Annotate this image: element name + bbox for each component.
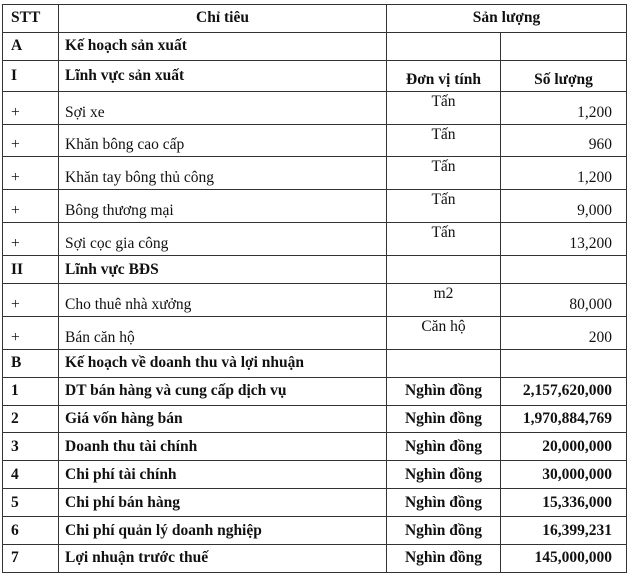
table-row bbox=[3, 489, 627, 517]
qty-column-header: Số lượng bbox=[501, 60, 627, 91]
header-indicator: Chỉ tiêu bbox=[59, 5, 387, 33]
row-unit: Tấn bbox=[387, 124, 501, 157]
field-realestate-unit bbox=[387, 256, 501, 284]
table-row bbox=[3, 223, 627, 256]
section-a-unit bbox=[387, 32, 501, 60]
field-row-realestate bbox=[3, 256, 627, 284]
row-unit: Nghìn đồng bbox=[387, 545, 501, 573]
row-stt: + bbox=[3, 316, 59, 349]
table-row bbox=[3, 461, 627, 489]
header-stt: STT bbox=[3, 5, 59, 33]
row-stt: + bbox=[3, 157, 59, 190]
row-stt: 7 bbox=[3, 545, 59, 573]
row-stt: 3 bbox=[3, 433, 59, 461]
row-qty: 1,200 bbox=[501, 91, 627, 124]
table-row bbox=[3, 545, 627, 573]
section-row-b bbox=[3, 349, 627, 377]
row-name: Khăn tay bông thủ công bbox=[59, 157, 387, 190]
row-unit: Tấn bbox=[387, 91, 501, 124]
row-qty: 2,157,620,000 bbox=[501, 377, 627, 405]
field-production-title: Lĩnh vực sản xuất bbox=[59, 60, 387, 91]
row-stt: 6 bbox=[3, 517, 59, 545]
row-qty: 1,970,884,769 bbox=[501, 405, 627, 433]
section-a-title: Kế hoạch sản xuất bbox=[59, 32, 387, 60]
row-qty: 960 bbox=[501, 124, 627, 157]
section-a-qty bbox=[501, 32, 627, 60]
field-realestate-stt: II bbox=[3, 256, 59, 284]
row-unit: Nghìn đồng bbox=[387, 433, 501, 461]
row-unit: Nghìn đồng bbox=[387, 489, 501, 517]
row-stt: + bbox=[3, 190, 59, 223]
table-row bbox=[3, 284, 627, 317]
row-unit: Căn hộ bbox=[387, 316, 501, 349]
row-stt: 1 bbox=[3, 377, 59, 405]
section-b-stt: B bbox=[3, 349, 59, 377]
row-stt: + bbox=[3, 223, 59, 256]
production-items bbox=[3, 91, 627, 255]
row-unit: Nghìn đồng bbox=[387, 405, 501, 433]
field-realestate-qty bbox=[501, 256, 627, 284]
section-b-unit bbox=[387, 349, 501, 377]
realestate-items bbox=[3, 284, 627, 350]
row-name: Doanh thu tài chính bbox=[59, 433, 387, 461]
row-unit: Tấn bbox=[387, 157, 501, 190]
row-qty: 9,000 bbox=[501, 190, 627, 223]
row-name: Cho thuê nhà xưởng bbox=[59, 284, 387, 317]
row-stt: 2 bbox=[3, 405, 59, 433]
header-output: Sản lượng bbox=[387, 5, 627, 33]
table-row bbox=[3, 124, 627, 157]
unit-column-header: Đơn vị tính bbox=[387, 60, 501, 91]
row-qty: 16,399,231 bbox=[501, 517, 627, 545]
row-stt: 5 bbox=[3, 489, 59, 517]
field-row-production bbox=[3, 60, 627, 91]
row-qty: 15,336,000 bbox=[501, 489, 627, 517]
row-qty: 145,000,000 bbox=[501, 545, 627, 573]
section-b-qty bbox=[501, 349, 627, 377]
row-unit: Nghìn đồng bbox=[387, 377, 501, 405]
table-row bbox=[3, 91, 627, 124]
table-row bbox=[3, 316, 627, 349]
row-stt: + bbox=[3, 124, 59, 157]
section-b-title: Kế hoạch về doanh thu và lợi nhuận bbox=[59, 349, 387, 377]
row-qty: 1,200 bbox=[501, 157, 627, 190]
table-row bbox=[3, 190, 627, 223]
row-unit: Nghìn đồng bbox=[387, 461, 501, 489]
table-row bbox=[3, 157, 627, 190]
row-unit: m2 bbox=[387, 284, 501, 317]
row-name: Giá vốn hàng bán bbox=[59, 405, 387, 433]
row-qty: 80,000 bbox=[501, 284, 627, 317]
field-production-stt: I bbox=[3, 60, 59, 91]
field-realestate-title: Lĩnh vực BĐS bbox=[59, 256, 387, 284]
row-stt: + bbox=[3, 91, 59, 124]
row-name: Sợi xe bbox=[59, 91, 387, 124]
row-name: DT bán hàng và cung cấp dịch vụ bbox=[59, 377, 387, 405]
row-stt: 4 bbox=[3, 461, 59, 489]
table-row bbox=[3, 405, 627, 433]
row-qty: 200 bbox=[501, 316, 627, 349]
row-unit: Nghìn đồng bbox=[387, 517, 501, 545]
row-name: Khăn bông cao cấp bbox=[59, 124, 387, 157]
table-header-row bbox=[3, 5, 627, 33]
row-name: Sợi cọc gia công bbox=[59, 223, 387, 256]
row-unit: Tấn bbox=[387, 223, 501, 256]
row-name: Chi phí tài chính bbox=[59, 461, 387, 489]
row-qty: 20,000,000 bbox=[501, 433, 627, 461]
plan-table bbox=[2, 4, 627, 573]
row-qty: 13,200 bbox=[501, 223, 627, 256]
row-name: Lợi nhuận trước thuế bbox=[59, 545, 387, 573]
row-name: Chi phí quản lý doanh nghiệp bbox=[59, 517, 387, 545]
row-stt: + bbox=[3, 284, 59, 317]
row-name: Bông thương mại bbox=[59, 190, 387, 223]
table-row bbox=[3, 433, 627, 461]
section-a-stt: A bbox=[3, 32, 59, 60]
row-unit: Tấn bbox=[387, 190, 501, 223]
table-row bbox=[3, 377, 627, 405]
row-qty: 30,000,000 bbox=[501, 461, 627, 489]
financial-items bbox=[3, 377, 627, 572]
section-row-a bbox=[3, 32, 627, 60]
row-name: Bán căn hộ bbox=[59, 316, 387, 349]
row-name: Chi phí bán hàng bbox=[59, 489, 387, 517]
